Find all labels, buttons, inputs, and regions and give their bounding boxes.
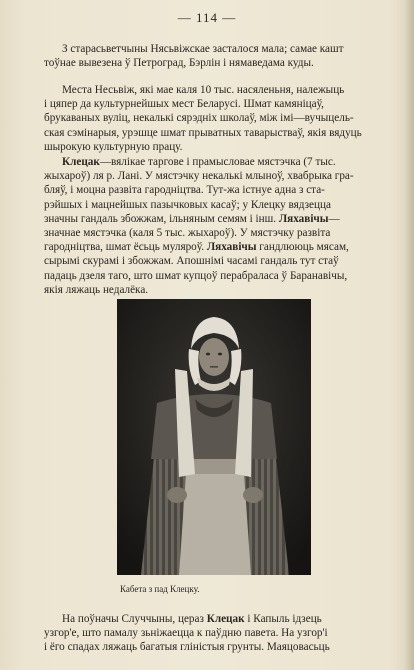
text-line: бляў, і моцна развіта гародніцтва. Тут-жа істнуе адна з ста- <box>44 184 325 197</box>
paragraph-3 <box>44 155 402 297</box>
text-line: якія ляжаць недалёка. <box>44 283 149 296</box>
paragraph-1 <box>44 42 402 70</box>
photo-illustration <box>117 299 311 575</box>
bold-headword: Клецак <box>62 156 100 168</box>
bold-headword: Клецак <box>206 613 245 625</box>
text-line: сырымі скурамі і збожжам. Апошнімі часамі гандаль тут стаў <box>44 255 339 268</box>
text-line: Клецак—вялікае таргове і прамысловае мястэчка (7 тыс. <box>62 156 336 168</box>
text-line: жыхароў) ля р. Лані. У мястэчку некалькі млыноў, хвабрыка гра- <box>44 170 354 183</box>
paragraph-4 <box>44 612 402 655</box>
text-line: і цяпер да культурнейшых мест Беларусі. Шмат камяніцаў, <box>44 98 324 111</box>
text-line: З старасьветчыны Нясьвіжскае засталося мала; самае кашт <box>62 43 344 55</box>
photo-caption: Кабета з пад Клецку. <box>120 584 200 594</box>
bold-headword: Ляхавічы <box>278 212 329 225</box>
text-line: тоўнае вывезена ў Петроград, Бэрлін і нямаведама куды. <box>44 57 314 70</box>
paragraph-2 <box>44 83 402 154</box>
bold-headword: Ляхавічы <box>206 241 257 254</box>
text-line: ская сэмінарыя, урэшце шмат прыватных таварыстваў, якія вядуць <box>44 126 362 139</box>
text-line: падаць дзеля таго, што шмат купцоў перабраласа ў Баранавічы, <box>44 269 348 282</box>
text-line: Места Несьвіж, які мае каля 10 тыс. насяленьня, належыць <box>62 84 345 96</box>
page-number: — 114 — <box>177 10 237 25</box>
text-line: На поўначы Случчыны, цераз Клецак і Капыль ідзець <box>62 613 322 625</box>
text-line: шырокую культурную працу. <box>44 140 183 153</box>
text-line: рэйшых і мацнейшых пазычковых касаў; у Клецку вядзецца <box>44 198 331 211</box>
text-line: значны гандаль збожжам, ільняным семям і інш. Ляхавічы— <box>44 212 340 225</box>
text-line: узгор'е, што памалу зьніжаецца к паўдню павета. На узгор'і <box>44 627 328 640</box>
text-line: гародніцтва, шмат ёсьць муляроў. Ляхавічы гандлююць мясам, <box>44 241 349 254</box>
photo-woman-folk-costume <box>117 299 311 575</box>
text-line: значнае мястэчка (каля 5 тыс. жыхароў). У мястэчку развіта <box>44 227 331 240</box>
text-line: брукаваных вуліц, некалькі сярэдніх школаў, між імі—вучыцель- <box>44 112 354 125</box>
page-gutter-shadow <box>404 0 414 670</box>
text-line: і ёго спадах ляжаць багатыя гліністыя грунты. Маяцовасьць <box>44 641 330 654</box>
